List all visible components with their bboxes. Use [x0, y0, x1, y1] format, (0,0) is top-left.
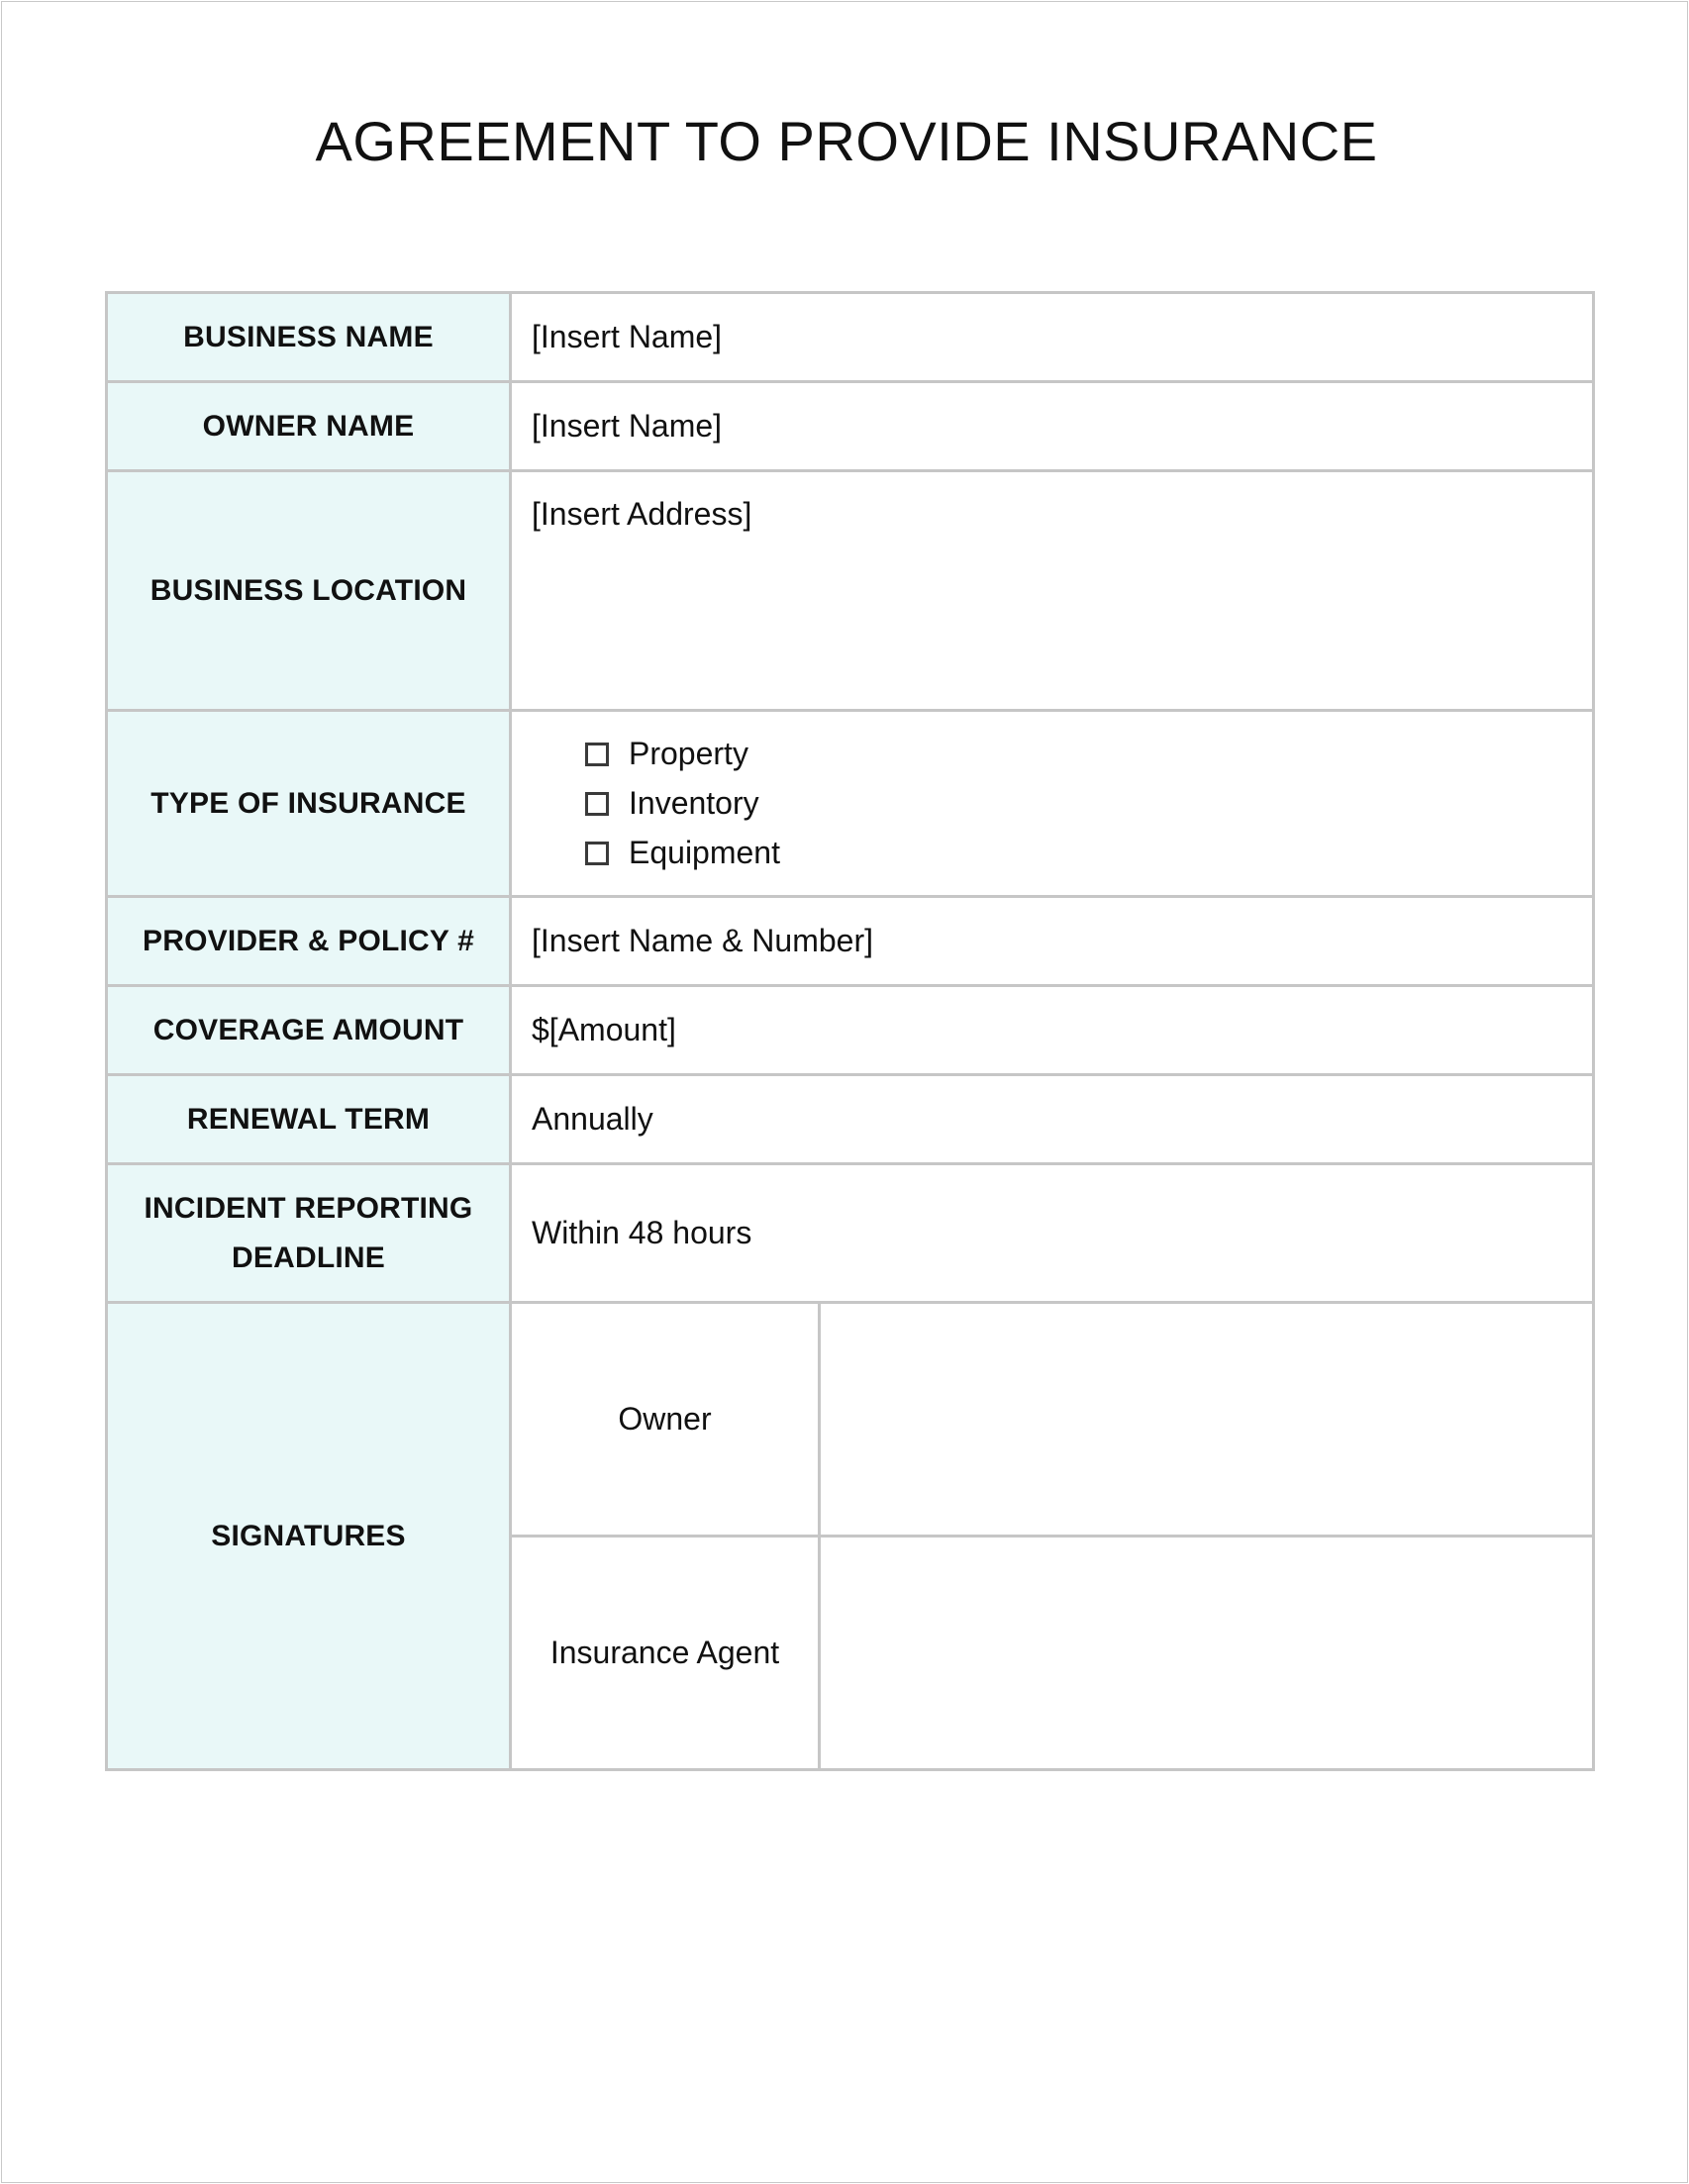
business-location-field[interactable]: [Insert Address] — [511, 471, 1594, 711]
provider-policy-field[interactable]: [Insert Name & Number] — [511, 897, 1594, 986]
checkbox-label: Equipment — [629, 835, 780, 870]
owner-signature-role: Owner — [511, 1303, 820, 1537]
insurance-type-checklist — [532, 730, 1592, 878]
checkbox-icon[interactable] — [585, 792, 609, 816]
checkbox-option-equipment[interactable] — [585, 829, 1592, 878]
type-of-insurance-field — [511, 711, 1594, 897]
provider-policy-label: PROVIDER & POLICY # — [107, 897, 511, 986]
incident-deadline-field[interactable]: Within 48 hours — [511, 1164, 1594, 1303]
row-type-of-insurance — [107, 711, 1594, 897]
row-coverage-amount — [107, 986, 1594, 1075]
renewal-term-label: RENEWAL TERM — [107, 1075, 511, 1164]
checkbox-label: Property — [629, 736, 748, 771]
row-signature-owner — [107, 1303, 1594, 1537]
row-business-name — [107, 293, 1594, 382]
type-of-insurance-label: TYPE OF INSURANCE — [107, 711, 511, 897]
coverage-amount-label: COVERAGE AMOUNT — [107, 986, 511, 1075]
row-renewal-term — [107, 1075, 1594, 1164]
coverage-amount-field[interactable]: $[Amount] — [511, 986, 1594, 1075]
renewal-term-field[interactable]: Annually — [511, 1075, 1594, 1164]
checkbox-label: Inventory — [629, 785, 759, 821]
incident-deadline-label — [107, 1164, 511, 1303]
checkbox-icon[interactable] — [585, 743, 609, 766]
agent-signature-field[interactable] — [820, 1537, 1594, 1770]
row-owner-name — [107, 382, 1594, 471]
agent-signature-role: Insurance Agent — [511, 1537, 820, 1770]
signatures-label: SIGNATURES — [107, 1303, 511, 1770]
incident-deadline-label-line2: DEADLINE — [232, 1241, 385, 1274]
row-provider-policy — [107, 897, 1594, 986]
row-incident-deadline — [107, 1164, 1594, 1303]
business-name-label: BUSINESS NAME — [107, 293, 511, 382]
incident-deadline-label-line1: INCIDENT REPORTING — [144, 1191, 473, 1225]
business-name-field[interactable]: [Insert Name] — [511, 293, 1594, 382]
row-business-location — [107, 471, 1594, 711]
checkbox-icon[interactable] — [585, 842, 609, 865]
business-location-label: BUSINESS LOCATION — [107, 471, 511, 711]
checkbox-option-property[interactable] — [585, 730, 1592, 779]
document-page — [1, 1, 1688, 2183]
checkbox-option-inventory[interactable] — [585, 779, 1592, 829]
insurance-form-table — [105, 291, 1595, 1771]
owner-name-field[interactable]: [Insert Name] — [511, 382, 1594, 471]
page-title: AGREEMENT TO PROVIDE INSURANCE — [315, 110, 1378, 172]
owner-name-label: OWNER NAME — [107, 382, 511, 471]
owner-signature-field[interactable] — [820, 1303, 1594, 1537]
